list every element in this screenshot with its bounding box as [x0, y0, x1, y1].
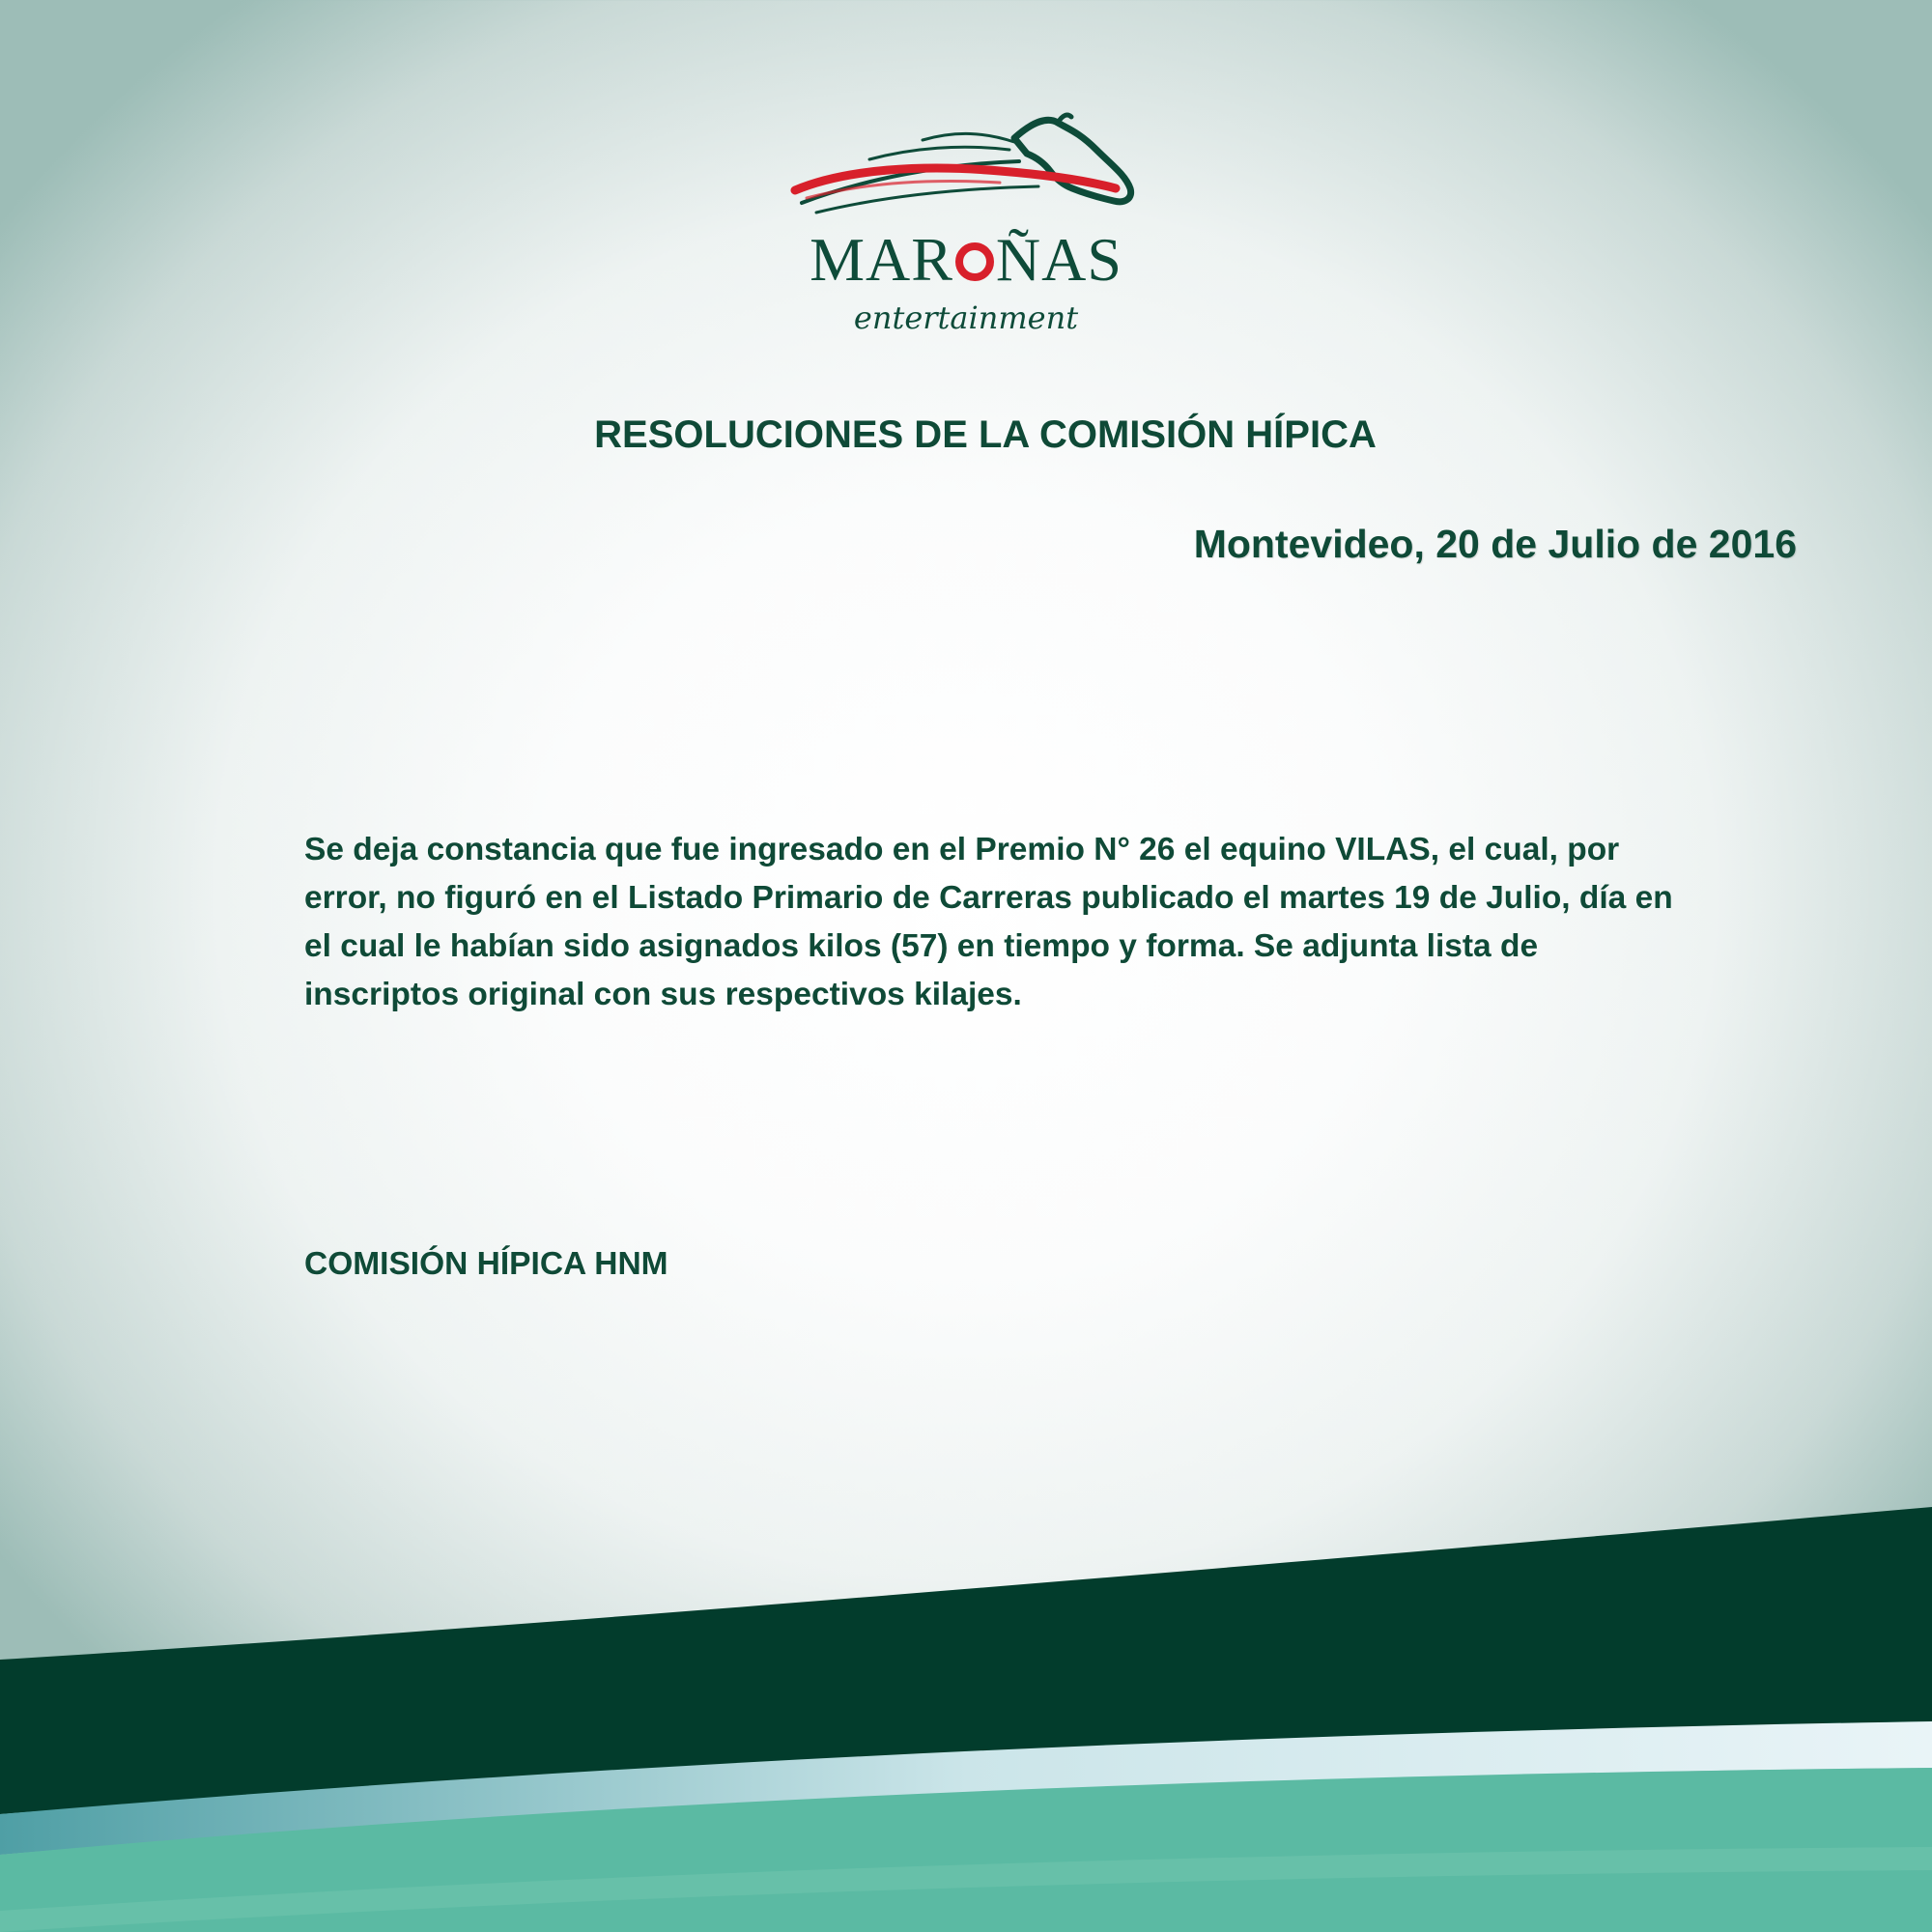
decorative-waves [0, 1507, 1932, 1932]
brand-tagline: entertainment [853, 299, 1079, 336]
brand-name-end: ÑAS [995, 225, 1122, 294]
document-signature: COMISIÓN HÍPICA HNM [304, 1246, 668, 1282]
document-body: Se deja constancia que fue ingresado en el Premio N° 26 el equino VILAS, el cual, por error, no figuró en el Listado Primario de Carreras publicado el martes 19 de Julio, día en el cual le habían sido asignados kilos (57) en tiempo y forma. Se adjunta lista de inscriptos original con sus respectivos kilajes. [304, 832, 1673, 1012]
brand-name [778, 225, 1154, 294]
racehorse-head-icon [778, 111, 1154, 237]
document-title: RESOLUCIONES DE LA COMISIÓN HÍPICA [594, 413, 1377, 456]
brand-o-ring [955, 242, 994, 281]
maronas-logo [778, 111, 1154, 353]
document-date: Montevideo, 20 de Julio de 2016 [1193, 522, 1797, 566]
brand-name-start: MAR [810, 225, 953, 294]
